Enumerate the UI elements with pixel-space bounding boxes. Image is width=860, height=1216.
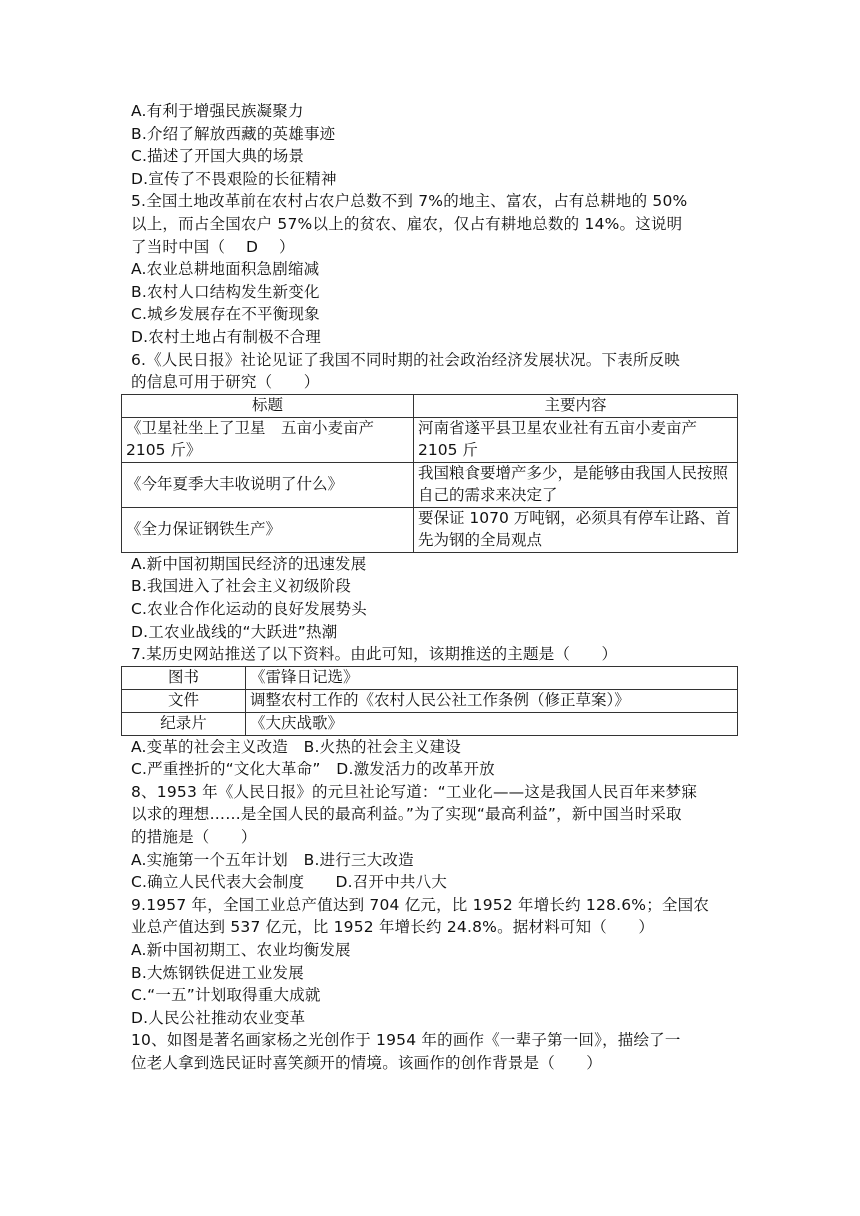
option-c: C.“一五”计划取得重大成就 [131,986,321,1005]
question-5 [131,190,739,348]
question-stem-line: 7.某历史网站推送了以下资料。由此可知，该期推送的主题是（ ） [131,645,618,664]
table-row [122,712,738,735]
table-cell: 调整农村工作的《农村人民公社工作条例（修正草案）》 [246,689,738,712]
q4-options [131,100,739,190]
table-cell: 《大庆战歌》 [246,712,738,735]
table-header: 主要内容 [414,394,738,417]
question-stem-line: 的措施是（ ） [131,828,257,847]
options-line: A.变革的社会主义改造 B.火热的社会主义建设 [131,737,461,756]
question-7 [131,643,739,781]
option-d: D.人民公社推动农业变革 [131,1008,306,1027]
option-c: C.农业合作化运动的良好发展势头 [131,599,367,618]
question-stem-line: 的信息可用于研究（ ） [131,373,320,392]
materials-table [121,666,738,736]
question-stem-line: 位老人拿到选民证时喜笑颜开的情境。该画作的创作背景是（ ） [131,1054,603,1072]
option-b: B.农村人口结构发生新变化 [131,282,320,301]
table-cell: 《雷锋日记选》 [246,666,738,689]
option-c: C.城乡发展存在不平衡现象 [131,305,320,324]
question-stem-line: 8、1953 年《人民日报》的元旦社论写道：“工业化——这是我国人民百年来梦寐 [131,782,698,801]
option-a: A.农业总耕地面积急剧缩减 [131,260,320,279]
question-9 [131,894,739,1030]
table-row [122,417,738,462]
question-stem-line: 以上，而占全国农户 57%以上的贫农、雇农，仅占有耕地总数的 14%。这说明 [131,214,683,233]
table-cell: 《卫星社坐上了卫星 五亩小麦亩产 2105 斤》 [122,417,414,462]
table-header: 标题 [122,394,414,417]
question-stem-line: 6.《人民日报》社论见证了我国不同时期的社会政治经济发展状况。下表所反映 [131,350,680,369]
question-10 [131,1029,739,1074]
question-stem-line: 9.1957 年，全国工业总产值达到 704 亿元，比 1952 年增长约 128.6%；全国农 [131,895,710,914]
question-stem-line: 以求的理想……是全国人民的最高利益。”为了实现“最高利益”，新中国当时采取 [131,805,682,824]
option-c: C.描述了开国大典的场景 [131,147,305,166]
option-a: A.新中国初期国民经济的迅速发展 [131,554,367,573]
table-row [122,666,738,689]
table-row [122,462,738,507]
option-d: D.宣传了不畏艰险的长征精神 [131,169,337,188]
question-stem-line: 业总产值达到 537 亿元，比 1952 年增长约 24.8%。据材料可知（ ） [131,918,655,937]
table-cell: 《今年夏季大丰收说明了什么》 [122,462,414,507]
option-b: B.大炼钢铁促进工业发展 [131,963,304,982]
table-cell: 我国粮食要增产多少，是能够由我国人民按照自己的需求来决定了 [414,462,738,507]
table-row [122,689,738,712]
table-cell: 要保证 1070 万吨钢，必须具有停车让路、首先为钢的全局观点 [414,507,738,552]
question-stem-line: 5.全国土地改革前在农村占农户总数不到 7%的地主、富农，占有总耕地的 50% [131,192,688,211]
options-line: A.实施第一个五年计划 B.进行三大改造 [131,850,414,869]
option-b: B.介绍了解放西藏的英雄事迹 [131,124,336,143]
options-line: C.确立人民代表大会制度 D.召开中共八大 [131,873,448,892]
option-a: A.新中国初期工、农业均衡发展 [131,941,351,960]
option-a: A.有利于增强民族凝聚力 [131,102,304,120]
exam-page [126,100,739,1075]
question-6 [126,349,739,644]
table-cell: 《全力保证钢铁生产》 [122,507,414,552]
option-b: B.我国进入了社会主义初级阶段 [131,577,352,596]
table-row [122,507,738,552]
question-8 [131,781,739,894]
table-cell: 纪录片 [122,712,246,735]
options-line: C.严重挫折的“文化大革命” D.激发活力的改革开放 [131,760,495,779]
table-cell: 图书 [122,666,246,689]
question-stem-line: 10、如图是著名画家杨之光创作于 1954 年的画作《一辈子第一回》，描绘了一 [131,1031,681,1050]
question-stem-line: 了当时中国（ D ） [131,237,295,256]
option-d: D.工农业战线的“大跃进”热潮 [131,622,338,641]
option-d: D.农村土地占有制极不合理 [131,327,321,346]
editorial-table [121,394,738,553]
table-cell: 河南省遂平县卫星农业社有五亩小麦亩产 2105 斤 [414,417,738,462]
table-cell: 文件 [122,689,246,712]
